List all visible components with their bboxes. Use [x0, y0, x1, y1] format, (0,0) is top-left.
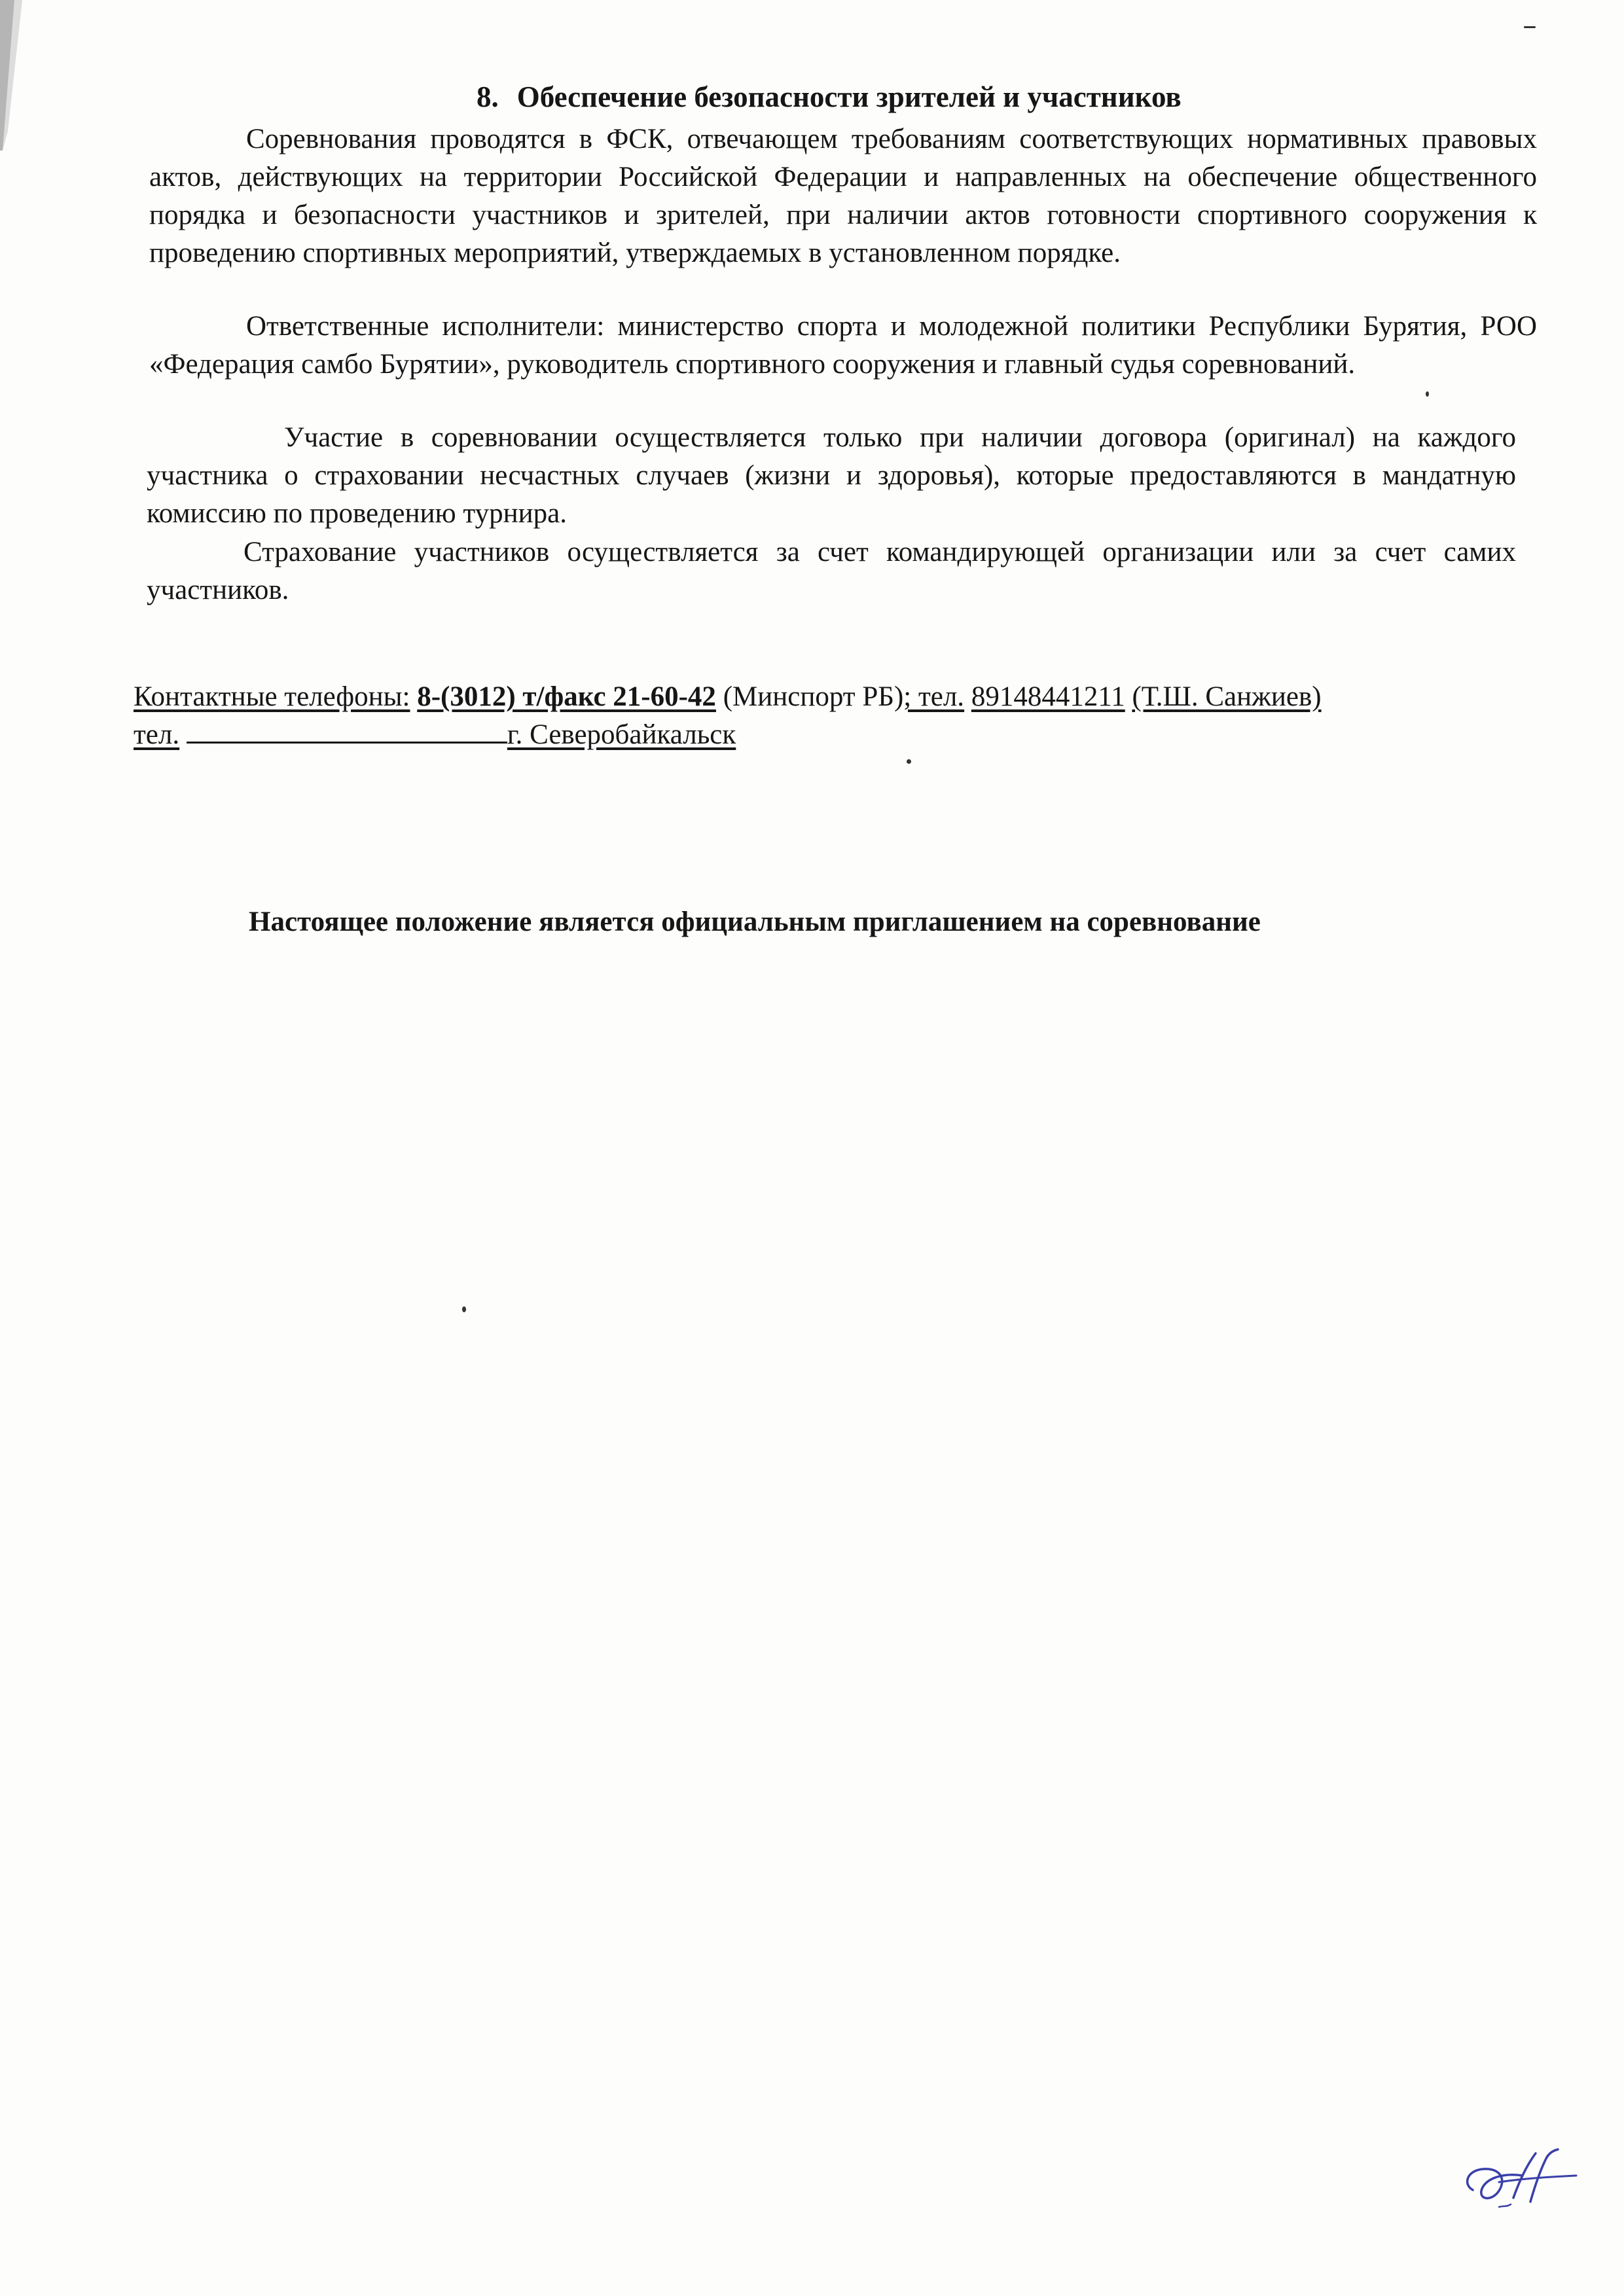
official-invitation-note: Настоящее положение является официальным приглашением на соревнование	[249, 906, 1261, 937]
signature-icon	[1460, 2139, 1584, 2217]
contacts-line2-label: тел.	[134, 719, 180, 750]
contacts-tel-owner: (Т.Ш. Санжиев)	[1132, 681, 1322, 712]
paragraph-insurance-contract: Участие в соревновании осуществляется только при наличии договора (оригинал) на каждого участника о страховании несчастных случаев (жизни и здоровья), которые предоставляются в мандатную комиссию по проведению турнира.	[147, 422, 1516, 529]
contacts-line2-city: г. Северобайкальск	[507, 719, 736, 750]
scan-speck	[462, 1306, 466, 1312]
contacts-blank-field	[187, 719, 507, 744]
contacts-tel-number: 89148441211	[971, 681, 1125, 712]
scan-speck	[1426, 391, 1429, 397]
scan-speck	[1524, 26, 1536, 28]
section-number: 8.	[477, 81, 499, 113]
section-title: Обеспечение безопасности зрителей и участников	[516, 81, 1182, 113]
contacts-label: Контактные телефоны:	[134, 681, 410, 712]
paragraph-insurance-payment: Страхование участников осуществляется за счет командирующей организации или за счет самих участников.	[147, 537, 1516, 605]
contacts-tel-prefix: ; тел.	[903, 681, 965, 712]
scan-speck	[907, 759, 911, 764]
section-heading	[477, 80, 1182, 114]
contacts-line-2	[134, 716, 1322, 754]
scan-edge-shadow	[0, 0, 46, 151]
contacts-phone-fax: 8-(3012) т/факс 21-60-42	[417, 681, 716, 712]
contacts-line-1	[134, 678, 1322, 716]
contacts-phone-fax-owner: (Минспорт РБ)	[723, 681, 904, 712]
paragraph-venue-requirements: Соревнования проводятся в ФСК, отвечающем требованиям соответствующих нормативных правовых актов, действующих на территории Российской Федерации и направленных на обеспечение общественного порядка и безопасности участников и зрителей, при наличии актов готовности спортивного сооружения к проведению спортивных мероприятий, утверждаемых в установленном порядке.	[149, 124, 1537, 268]
paragraph-responsible-executors: Ответственные исполнители: министерство спорта и молодежной политики Республики Бурятия, РОО «Федерация самбо Бурятии», руководитель спортивного сооружения и главный судья соревнований.	[149, 311, 1537, 380]
contacts-block	[134, 678, 1322, 754]
